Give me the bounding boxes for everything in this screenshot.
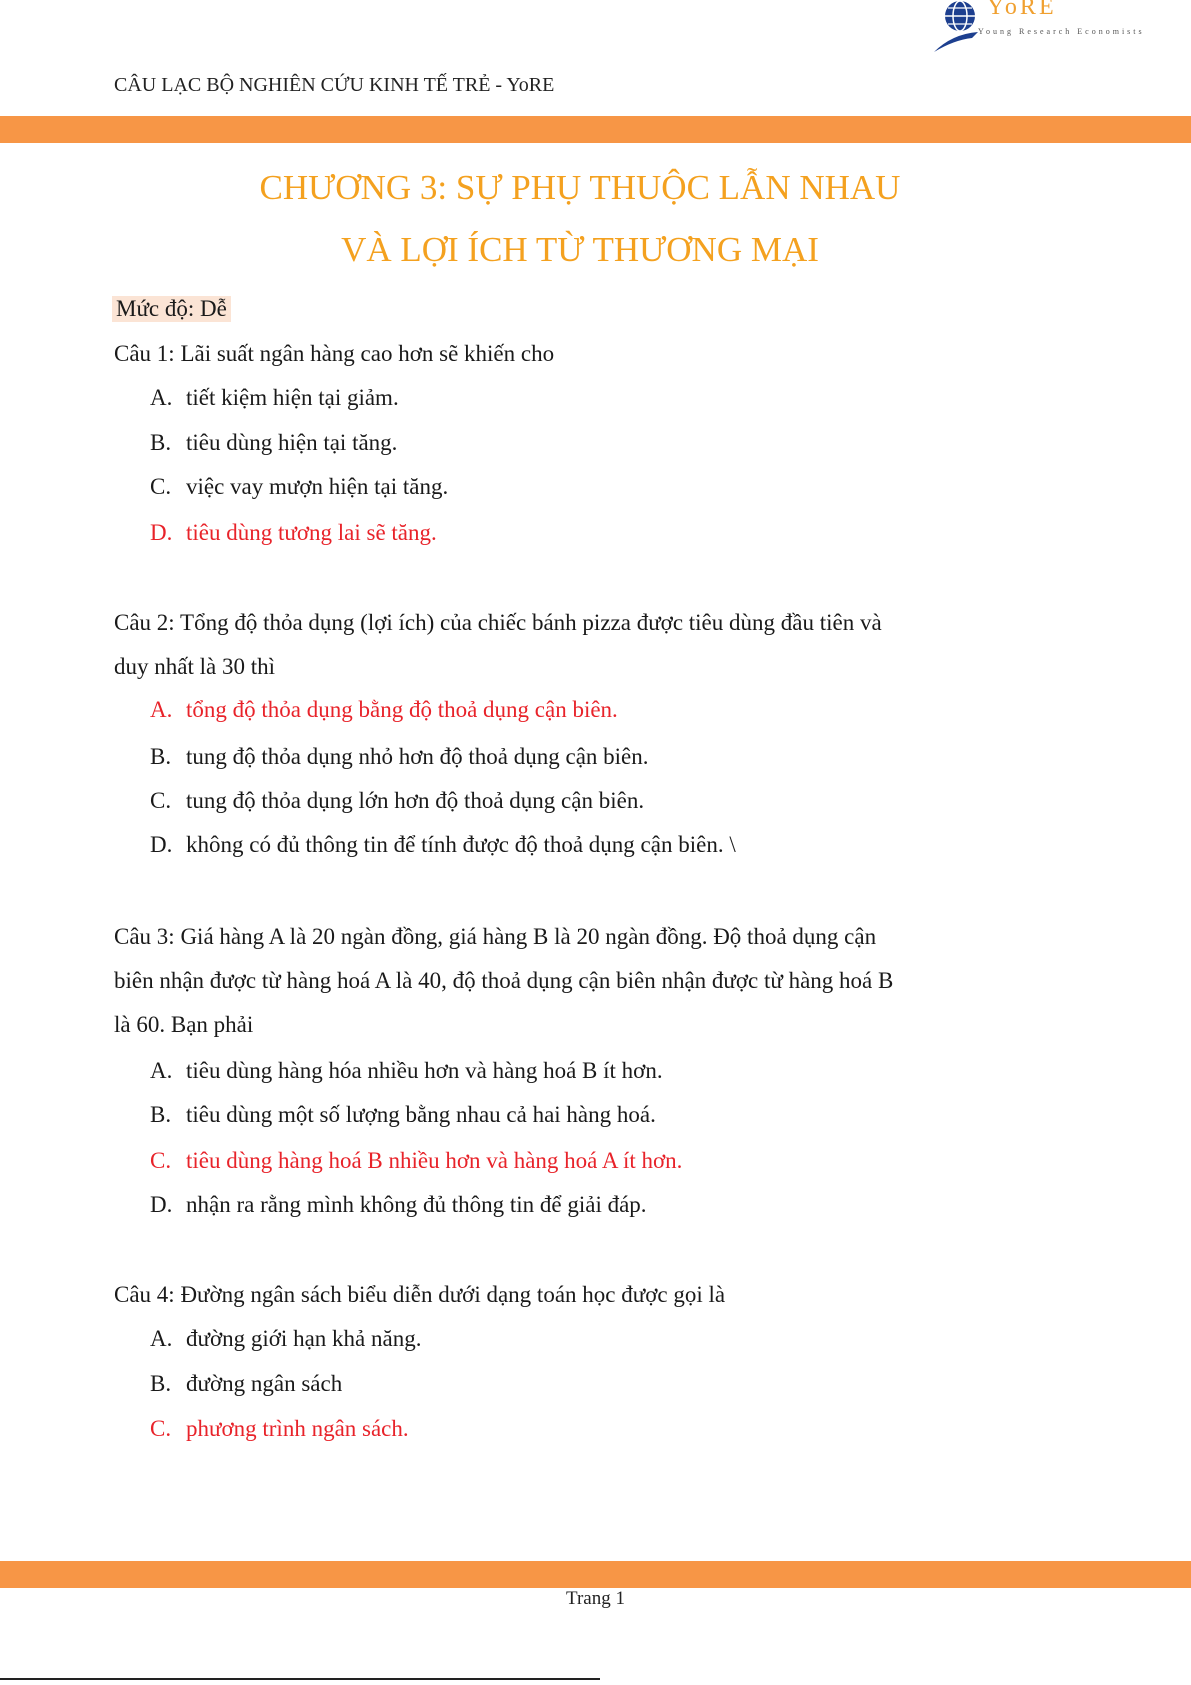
chapter-title-line-2: VÀ LỢI ÍCH TỪ THƯƠNG MẠI (341, 230, 819, 269)
question-3-text-line-2: biên nhận được từ hàng hoá A là 40, độ thoả dụng cận biên nhận được từ hàng hoá B (114, 968, 894, 993)
question-4-option-a (150, 1326, 421, 1352)
logo-text: YoRE (987, 0, 1057, 20)
question-1-option-b (150, 430, 397, 456)
chapter-title-line-1: CHƯƠNG 3: SỰ PHỤ THUỘC LẪN NHAU (259, 168, 901, 207)
question-2-option-b (150, 744, 649, 770)
option-letter: B. (150, 1102, 172, 1127)
difficulty-level: Mức độ: Dễ (112, 296, 231, 322)
option-letter: A. (150, 1326, 173, 1351)
option-text: tiêu dùng hiện tại tăng. (186, 430, 398, 455)
option-letter: C. (150, 1148, 172, 1173)
question-3-option-a (150, 1058, 663, 1084)
question-2-text-line-1: Câu 2: Tổng độ thỏa dụng (lợi ích) của chiếc bánh pizza được tiêu dùng đầu tiên và (114, 610, 882, 635)
question-3-option-c-correct (150, 1148, 682, 1174)
option-letter: D. (150, 832, 173, 857)
option-letter: A. (150, 1058, 173, 1083)
option-text: phương trình ngân sách. (186, 1416, 409, 1441)
option-letter: D. (150, 1192, 173, 1217)
question-1-text: Câu 1: Lãi suất ngân hàng cao hơn sẽ khiến cho (114, 341, 555, 366)
question-4-option-b (150, 1371, 342, 1397)
option-letter: B. (150, 1371, 172, 1396)
question-4-option-c-correct (150, 1416, 409, 1442)
question-1-option-d-correct (150, 520, 437, 546)
option-letter: D. (150, 520, 173, 545)
option-text: không có đủ thông tin để tính được độ thoả dụng cận biên. \ (186, 832, 736, 857)
option-letter: A. (150, 385, 173, 410)
question-3-option-b (150, 1102, 656, 1128)
logo-subtitle: Young Research Economists (978, 27, 1145, 36)
option-text: tiêu dùng hàng hóa nhiều hơn và hàng hoá B ít hơn. (186, 1058, 663, 1083)
option-text: tung độ thỏa dụng lớn hơn độ thoả dụng cận biên. (186, 788, 645, 813)
option-letter: B. (150, 744, 172, 769)
question-2-option-d (150, 832, 736, 858)
option-text: tiêu dùng tương lai sẽ tăng. (186, 520, 437, 545)
option-text: tiết kiệm hiện tại giảm. (186, 385, 399, 410)
footer-bar (0, 1561, 1191, 1588)
question-2-text-line-2: duy nhất là 30 thì (114, 654, 275, 679)
page-number: Trang 1 (566, 1588, 625, 1609)
option-text: tung độ thỏa dụng nhỏ hơn độ thoả dụng cận biên. (186, 744, 649, 769)
question-4-text: Câu 4: Đường ngân sách biểu diễn dưới dạng toán học được gọi là (114, 1282, 726, 1307)
question-1-option-a (150, 385, 399, 411)
page-edge-line (0, 1678, 600, 1680)
yore-logo (932, 0, 1145, 56)
option-letter: B. (150, 430, 172, 455)
option-text: đường giới hạn khả năng. (186, 1326, 422, 1351)
option-text: việc vay mượn hiện tại tăng. (186, 474, 449, 499)
question-2-option-c (150, 788, 644, 814)
option-text: tiêu dùng một số lượng bằng nhau cả hai hàng hoá. (186, 1102, 656, 1127)
option-letter: C. (150, 788, 172, 813)
question-3-option-d (150, 1192, 647, 1218)
org-header: CÂU LẠC BỘ NGHIÊN CỨU KINH TẾ TRẺ - YoRE (114, 74, 555, 96)
option-text: tổng độ thỏa dụng bằng độ thoả dụng cận biên. (186, 697, 618, 722)
option-text: tiêu dùng hàng hoá B nhiều hơn và hàng hoá A ít hơn. (186, 1148, 683, 1173)
question-3-text-line-1: Câu 3: Giá hàng A là 20 ngàn đồng, giá hàng B là 20 ngàn đồng. Độ thoả dụng cận (114, 924, 877, 949)
option-text: nhận ra rằng mình không đủ thông tin để giải đáp. (186, 1192, 647, 1217)
question-2-option-a-correct (150, 697, 618, 723)
question-3-text-line-3: là 60. Bạn phải (114, 1012, 254, 1037)
option-letter: C. (150, 474, 172, 499)
header-bar (0, 116, 1191, 143)
option-text: đường ngân sách (186, 1371, 343, 1396)
option-letter: A. (150, 697, 173, 722)
question-1-option-c (150, 474, 448, 500)
option-letter: C. (150, 1416, 172, 1441)
